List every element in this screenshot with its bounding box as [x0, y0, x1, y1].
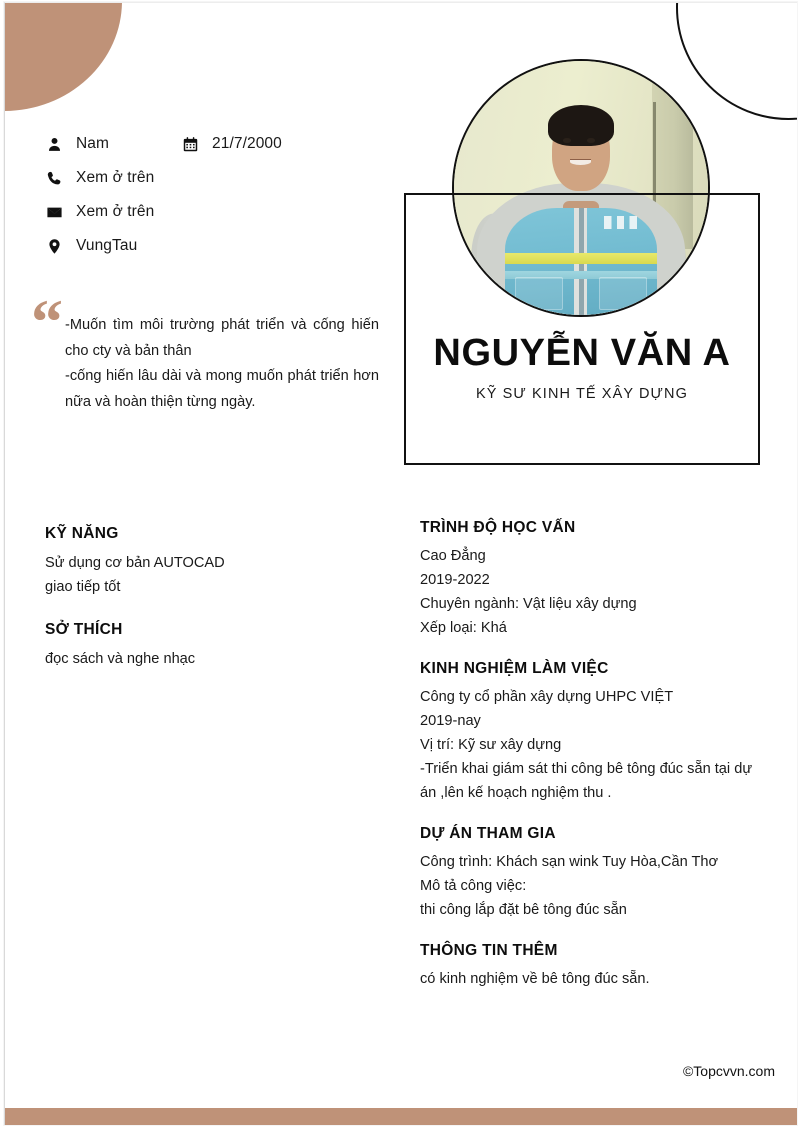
left-column — [45, 525, 385, 671]
section-education-heading: TRÌNH ĐỘ HỌC VẤN — [420, 519, 576, 536]
section-interests — [45, 621, 385, 671]
contact-birthdate — [181, 135, 282, 154]
full-name: NGUYỄN VĂN A — [433, 332, 731, 374]
envelope-icon — [45, 203, 64, 222]
phone-icon — [45, 169, 64, 188]
objective-line-1: -Muốn tìm môi trường phát triển và cống hiến cho cty và bản thân — [65, 317, 379, 359]
section-experience-heading: KINH NGHIỆM LÀM VIỆC — [420, 660, 609, 677]
projects-line-2: Mô tả công việc: — [420, 878, 527, 894]
section-projects — [420, 825, 765, 922]
experience-line-2: 2019-nay — [420, 713, 481, 729]
education-line-3: Chuyên ngành: Vật liệu xây dựng — [420, 596, 637, 612]
contact-gender — [45, 135, 181, 154]
contact-phone — [45, 169, 181, 188]
quote-mark-icon: “ — [31, 286, 63, 357]
experience-line-3: Vị trí: Kỹ sư xây dựng — [420, 737, 562, 753]
projects-line-3: thi công lắp đặt bê tông đúc sẵn — [420, 902, 627, 918]
name-block — [404, 333, 760, 402]
person-icon — [45, 135, 64, 154]
contact-address-value: VungTau — [76, 237, 138, 254]
photo-hair — [548, 105, 614, 146]
experience-line-1: Công ty cổ phần xây dựng UHPC VIỆT — [420, 689, 674, 705]
skills-line-2: giao tiếp tốt — [45, 579, 121, 595]
contact-row-email — [45, 195, 385, 229]
right-column — [420, 519, 765, 1011]
extra-info-line-1: có kinh nghiệm về bê tông đúc sẵn. — [420, 971, 650, 987]
calendar-icon — [181, 135, 200, 154]
section-experience — [420, 660, 765, 805]
education-line-4: Xếp loại: Khá — [420, 620, 507, 636]
interests-line-1: đọc sách và nghe nhạc — [45, 651, 196, 667]
name-frame-border — [404, 193, 760, 465]
section-interests-heading: SỞ THÍCH — [45, 621, 123, 638]
contact-gender-value: Nam — [76, 135, 110, 152]
objective-text — [65, 299, 379, 415]
contact-email-value: Xem ở trên — [76, 203, 155, 220]
contact-row-address — [45, 229, 385, 263]
objective-line-2: -cống hiến lâu dài và mong muốn phát triển hơn nữa và hoàn thiện từng ngày. — [65, 368, 379, 410]
education-line-1: Cao Đẳng — [420, 548, 486, 564]
projects-line-1: Công trình: Khách sạn wink Tuy Hòa,Cần Thơ — [420, 854, 719, 870]
contact-address — [45, 237, 181, 256]
top-left-quarter-circle-decoration — [4, 2, 122, 111]
contact-row-gender-birthdate — [45, 127, 385, 161]
section-skills-heading: KỸ NĂNG — [45, 525, 119, 542]
section-extra-info-heading: THÔNG TIN THÊM — [420, 942, 558, 959]
paper-sheet — [4, 2, 797, 1125]
education-line-2: 2019-2022 — [420, 572, 490, 588]
contact-info — [45, 127, 385, 263]
section-projects-heading: DỰ ÁN THAM GIA — [420, 825, 556, 842]
job-title: KỸ SƯ KINH TẾ XÂY DỰNG — [475, 386, 688, 403]
location-pin-icon — [45, 237, 64, 256]
section-education — [420, 519, 765, 640]
footer-accent-bar — [5, 1108, 797, 1125]
contact-email — [45, 203, 181, 222]
contact-phone-value: Xem ở trên — [76, 169, 155, 186]
contact-birthdate-value: 21/7/2000 — [212, 135, 282, 152]
skills-line-1: Sử dụng cơ bản AUTOCAD — [45, 555, 225, 571]
objective-quote — [31, 286, 391, 415]
section-skills — [45, 525, 385, 599]
site-credit: ©Topcvvn.com — [682, 1063, 775, 1079]
section-extra-info — [420, 942, 765, 991]
contact-row-phone — [45, 161, 385, 195]
experience-line-4: -Triển khai giám sát thi công bê tông đúc sẵn tại dự án ,lên kế hoạch nghiệm thu . — [420, 761, 753, 801]
